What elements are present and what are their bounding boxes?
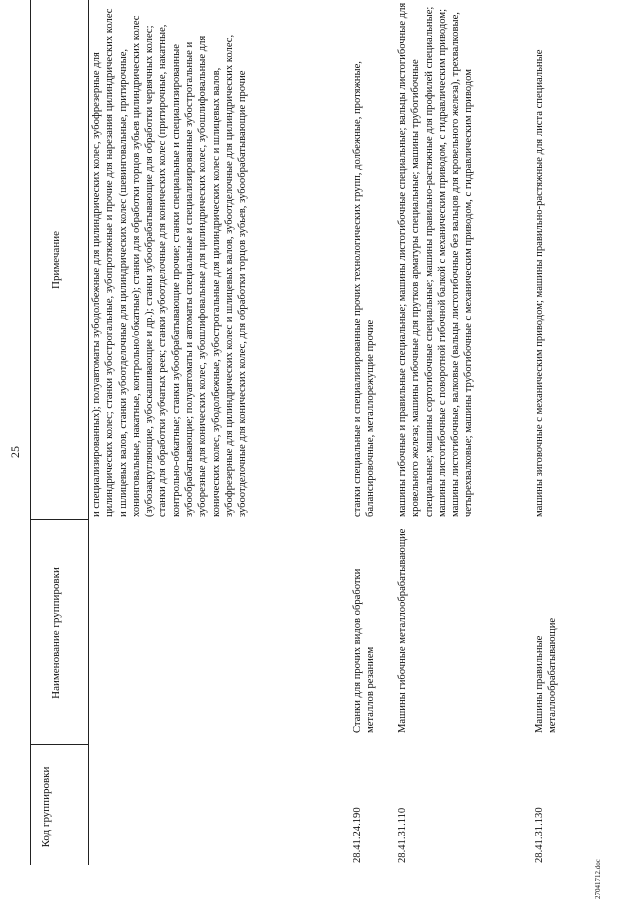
document-id: 27041712.doc xyxy=(594,859,602,899)
header-note: Примечание xyxy=(50,231,62,289)
row-3-code: 28.41.31.130 xyxy=(534,807,545,863)
row-1-code: 28.41.24.190 xyxy=(352,807,363,863)
row-0-note: и специализированных); полуавтоматы зубодолбежные для цилиндрических колес, зубофрезерные для цилиндрических колес; станки зубострогальные, зубопротяжные и прочие для нарезания цилиндрических колес и шлицевых валов, станки зубоотделочные для цилиндрических колес (шевинговальные, притирочные, хонинговальные, накатные, контрольно/обкатные); станки для обработки торцов зубьев цилиндрических колес (зубозакругляющие, зубоскашивающие и др.); станки зубообрабатывающие для обработки червячных колес; станки для обработки зубчатых реек; станки зубоотделочные для конических колес (притирочные, накатные, контрольно-обкатные; станки зубообрабатывающие прочие; станки специальные и специализированные зубообрабатывающие; полуавтоматы и автоматы специальные и специализированные зубострогальные и зуборезные для конических колес, зубошлифовальные для цилиндрических колес, зубошлифовальные для конических колес, зубодолбежные, зубострогальные для цилиндрических колес и шлицевых валов, зубофрезерные для цилиндрических колес и шлицевых валов, зубоотделочные для цилиндрических колес, зубоотделочные для конических колес, для обработки торцов зубьев, зубообрабатывающие прочие xyxy=(91,8,249,517)
header-code: Код группировки xyxy=(40,766,52,848)
row-2-code: 28.41.31.110 xyxy=(397,807,408,863)
row-1-name: Станки для прочих видов обработки металлов резанием xyxy=(352,568,377,733)
table-top-rule xyxy=(30,0,31,865)
header-bottom-rule xyxy=(88,0,89,865)
column-divider-1 xyxy=(30,744,88,745)
row-2-name: Машины гибочные металлообрабатывающие xyxy=(397,528,408,733)
header-name: Наименование группировки xyxy=(50,567,62,699)
row-2-note: машины гибочные и правильные специальные; машины листогибочные специальные; вальцы листогибочные для кровельного железа; машины гибочные для прутков арматуры специальные; машины трубогибочные специальные; машины сортогибочные специальные; машины правильно-растяжные для профилей специальные; машины листогибочные с поворотной гибочной балкой с механическим приводом, с гидравлическим приводом; машины листогибочные, валковые (вальцы листогибочные без вальцов для кровельного железа), трехвалковые, четырехвалковые; машины трубогибочные с механическим приводом, с гидравлическим приводом xyxy=(397,2,475,517)
column-divider-2 xyxy=(30,519,88,520)
row-3-note: машины зиговочные с механическим приводом; машины правильно-растяжные для листа специальные xyxy=(534,49,545,517)
row-1-note: станки специальные и специализированные прочих технологических групп, долбежные, протяжные, балансировочные, металлорежущие прочие xyxy=(352,61,377,517)
page-number: 25 xyxy=(8,446,22,458)
row-3-name: Машины правильные металлообрабатывающие xyxy=(534,617,559,733)
